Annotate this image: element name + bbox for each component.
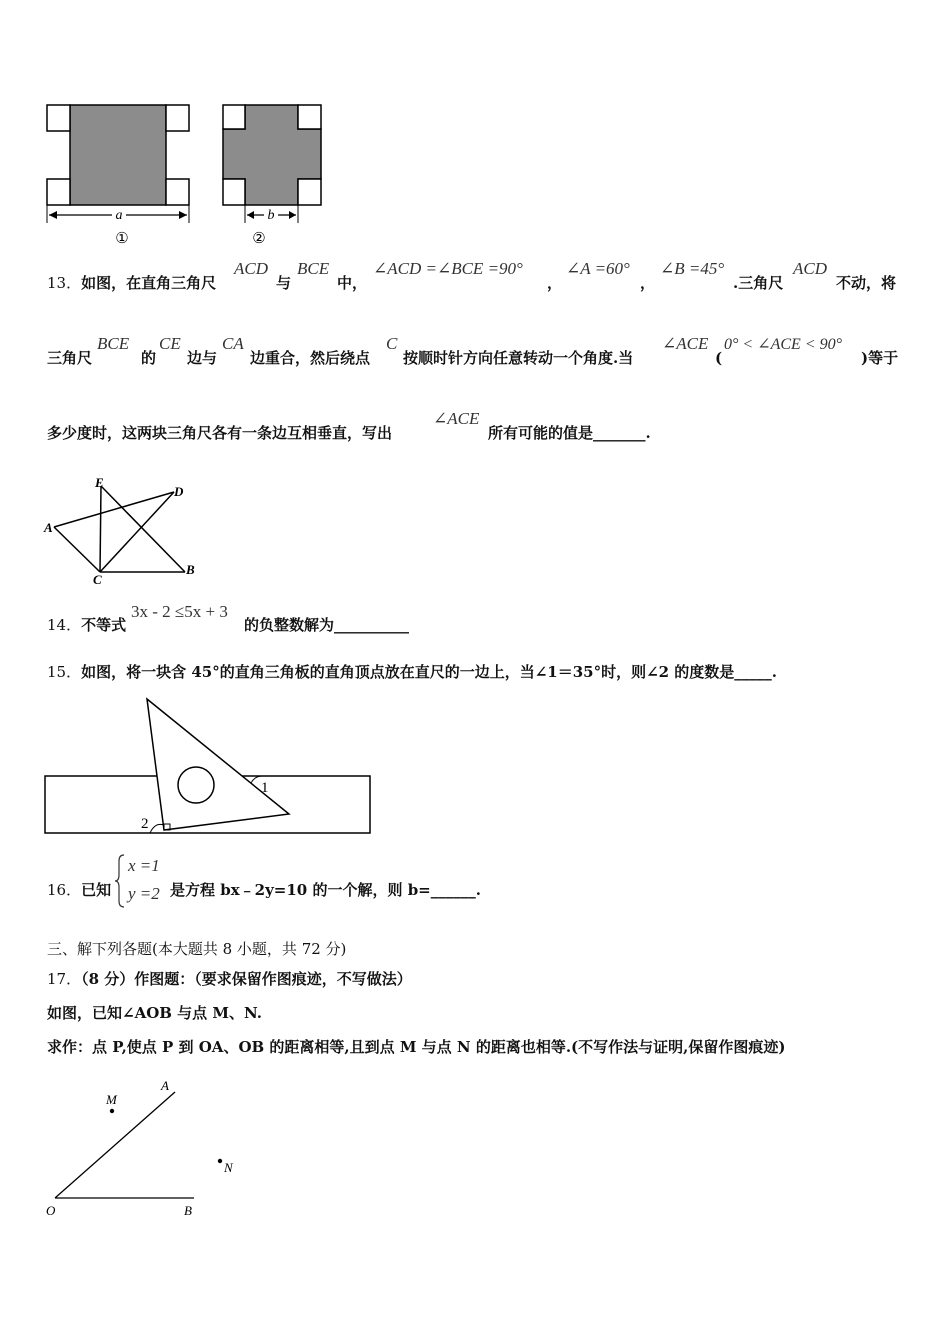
q13-math-ace-2: ∠ACE bbox=[433, 409, 480, 428]
q17-line-3: 求作：点 P,使点 P 到 OA、OB 的距离相等,且到点 M 与点 N 的距离也相等.(不写作法与证明,保留作图痕迹) bbox=[47, 1038, 786, 1056]
angle-2-label: 2 bbox=[141, 816, 149, 832]
q13-text-3: 中， bbox=[337, 274, 368, 292]
point-e: E bbox=[95, 475, 104, 490]
figure-squares bbox=[40, 98, 340, 248]
label-m: M bbox=[106, 1092, 117, 1107]
q17-title-line bbox=[47, 969, 412, 989]
point-c: C bbox=[93, 572, 102, 587]
q13-math-ace: ∠ACE bbox=[662, 334, 709, 353]
q13-text-14: 所有可能的值是_______. bbox=[488, 424, 651, 442]
corner-br bbox=[166, 179, 189, 205]
q13-text-10: 按顺时针方向任意转动一个角度.当 bbox=[403, 349, 634, 367]
ray-oa bbox=[55, 1092, 175, 1198]
q14-number: 14． bbox=[47, 616, 82, 634]
q13-math-range: 0° < ∠ACE < 90° bbox=[724, 336, 843, 353]
q13-text-9: 边重合，然后绕点 bbox=[250, 349, 371, 367]
q13-text-11: ( bbox=[715, 349, 723, 367]
q13-math-angle-a: ∠A =60° bbox=[566, 259, 630, 278]
point-a: A bbox=[44, 520, 53, 535]
q16-brace bbox=[114, 853, 126, 909]
q13-text-2: 与 bbox=[276, 274, 292, 292]
q13-sep-2: ， bbox=[640, 274, 656, 292]
section-3-heading: 三、解下列各题(本大题共 8 小题，共 72 分) bbox=[47, 940, 347, 958]
label-b: B bbox=[184, 1203, 192, 1218]
q14-text-1: 不等式 bbox=[81, 616, 127, 634]
point-m-dot bbox=[110, 1109, 114, 1113]
label-n: N bbox=[224, 1160, 233, 1175]
q16-math-x: x =1 bbox=[128, 856, 160, 875]
label-o: O bbox=[46, 1203, 56, 1218]
q13-text-12: )等于 bbox=[861, 349, 899, 367]
corner-tr bbox=[166, 105, 189, 131]
q14-text-2: 的负整数解为__________ bbox=[244, 616, 410, 634]
square-1-fill bbox=[70, 105, 166, 205]
point-d: D bbox=[174, 484, 184, 499]
q13-math-bce-2: BCE bbox=[97, 334, 130, 353]
label-a: a bbox=[115, 208, 123, 223]
q13-text-13: 多少度时，这两块三角尺各有一条边互相垂直，写出 bbox=[47, 424, 393, 442]
q13-math-ce: CE bbox=[159, 334, 181, 353]
q17-number: 17． bbox=[47, 970, 82, 988]
label-b: b bbox=[267, 208, 275, 223]
q13-math-angle-b: ∠B =45° bbox=[660, 259, 725, 278]
point-b: B bbox=[186, 562, 195, 577]
q13-math-acd: ACD bbox=[234, 259, 268, 278]
q13-math-acd-2: ACD bbox=[793, 259, 827, 278]
label-a: A bbox=[161, 1078, 169, 1093]
q13-text-8: 边与 bbox=[187, 349, 218, 367]
q17-title: （8 分）作图题：（要求保留作图痕迹，不写做法） bbox=[81, 970, 412, 988]
set-square bbox=[147, 699, 289, 830]
q13-number: 13． bbox=[47, 274, 82, 292]
caption-1: ① bbox=[115, 231, 129, 247]
q16-text-2: 是方程 bx﹣2y=10 的一个解，则 b=______. bbox=[170, 881, 481, 899]
q13-text-7: 的 bbox=[141, 349, 157, 367]
q13-text-1: 如图，在直角三角尺 bbox=[81, 274, 217, 292]
q15-text: 如图，将一块含 45°的直角三角板的直角顶点放在直尺的一边上，当∠1＝35°时，则∠2 的度数是_____. bbox=[81, 663, 778, 681]
q13-math-c: C bbox=[386, 334, 398, 353]
q16-text-1: 已知 bbox=[81, 881, 112, 899]
q13-figure bbox=[40, 472, 210, 588]
q13-sep-1: ， bbox=[547, 274, 563, 292]
angle-1-label: 1 bbox=[261, 780, 269, 796]
corner-tl bbox=[47, 105, 70, 131]
q13-math-bce: BCE bbox=[297, 259, 330, 278]
point-n-dot bbox=[218, 1159, 222, 1163]
q16-math-y: y =2 bbox=[128, 884, 160, 903]
q13-text-4: .三角尺 bbox=[733, 274, 784, 292]
corner-bl bbox=[47, 179, 70, 205]
q13-text-6: 三角尺 bbox=[47, 349, 93, 367]
q13-math-ca: CA bbox=[222, 334, 244, 353]
q14-math-inequality: 3x - 2 ≤5x + 3 bbox=[131, 602, 228, 621]
q13-math-angles: ∠ACD =∠BCE =90° bbox=[373, 259, 523, 278]
q17-line-2: 如图，已知∠AOB 与点 M、N. bbox=[47, 1004, 262, 1022]
q15-figure bbox=[40, 690, 380, 840]
caption-2: ② bbox=[252, 231, 266, 247]
question-15 bbox=[47, 662, 777, 682]
q13-text-5: 不动，将 bbox=[836, 274, 897, 292]
q17-figure bbox=[40, 1072, 260, 1222]
q16-number: 16． bbox=[47, 881, 82, 899]
q15-number: 15． bbox=[47, 663, 82, 681]
